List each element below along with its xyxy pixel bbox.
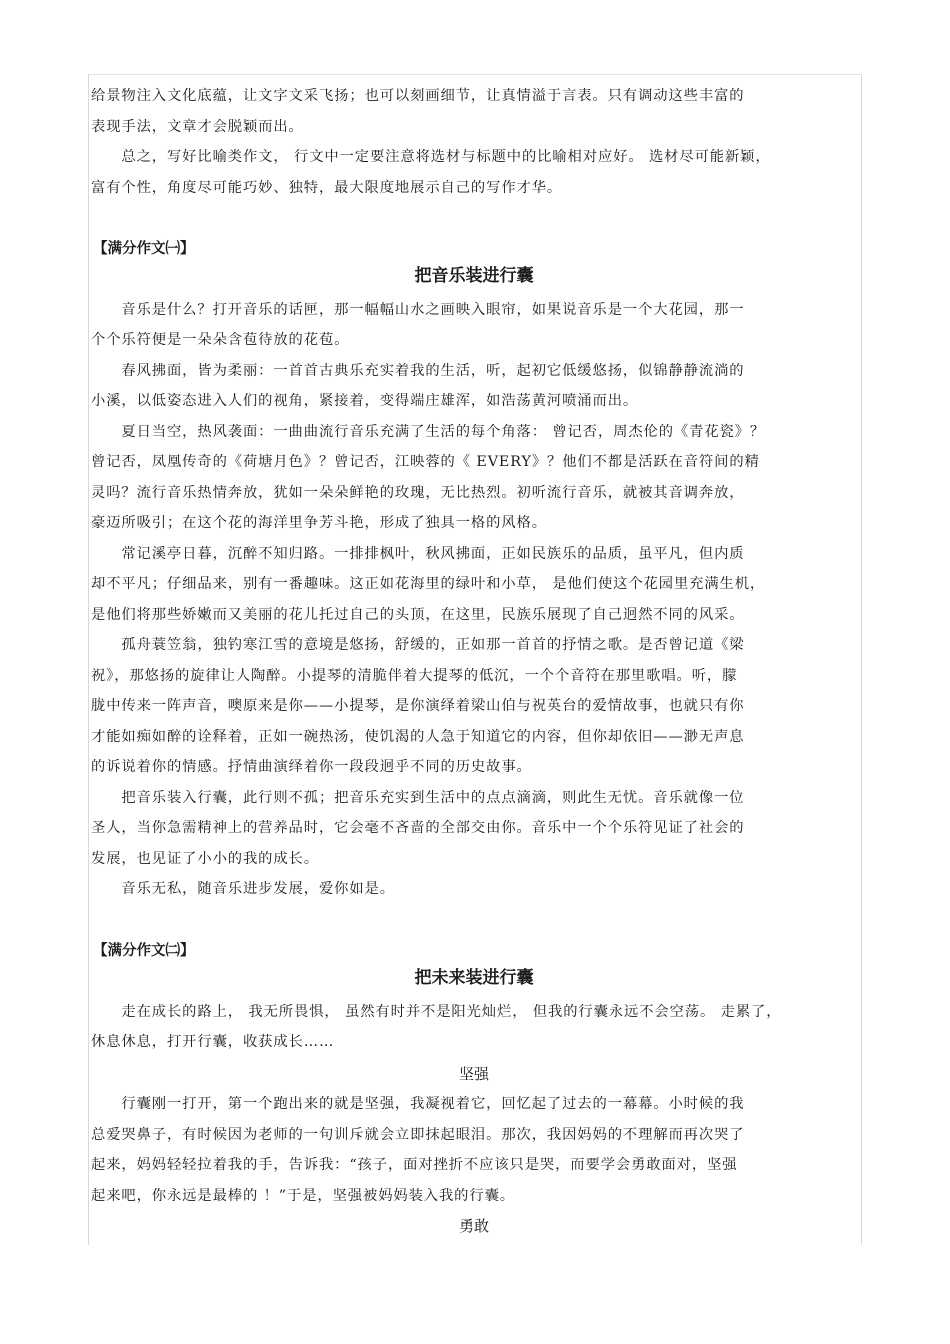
essay2-subheading-strong: 坚强 [458,1065,489,1083]
essay1-line: 小溪，以低姿态进入人们的视角，紧接着，变得端庄雄浑，如浩荡黄河喷涌而出。 [91,393,639,409]
essay1-line: 个个乐符便是一朵朵含苞待放的花苞。 [91,332,350,348]
essay1-line: 夏日当空，热风袭面：一曲曲流行音乐充满了生活的每个角落： 曾记否，周杰伦的《青花瓷》？ [91,424,766,440]
essay1-line: 圣人，当你急需精神上的营养品时，它会毫不吝啬的全部交由你。音乐中一个个乐符见证了社会的 [91,820,745,836]
essay1-title: 把音乐装进行囊 [414,266,534,286]
essay1-line: 春风拂面，皆为柔丽：一首首古典乐充实着我的生活，听，起初它低缓悠扬，似锦静静流淌的 [91,363,745,379]
essay2-intro-line: 走在成长的路上， 我无所畏惧， 虽然有时并不是阳光灿烂， 但我的行囊永远不会空荡。 走累了， [91,1004,782,1020]
essay2-title: 把未来装进行囊 [414,968,534,988]
essay1-line: 豪迈所吸引；在这个花的海洋里争芳斗艳，形成了独具一格的风格。 [91,515,547,531]
essay1-line: 音乐是什么？打开音乐的话匣，那一幅幅山水之画映入眼帘，如果说音乐是一个大花园，那一 [91,302,745,318]
essay2-line: 起来吧，你永远是最棒的 ！”于是，坚强被妈妈装入我的行囊。 [91,1188,515,1204]
essay1-line: 孤舟蓑笠翁，独钓寒江雪的意境是悠扬，舒缓的，正如那一首首的抒情之歌。是否曾记道《梁 [91,637,745,653]
essay1-line: 灵吗？流行音乐热情奔放，犹如一朵朵鲜艳的玫瑰，无比热烈。初听流行音乐，就被其音调奔放， [91,485,745,501]
essay2-line: 起来，妈妈轻轻拉着我的手，告诉我：“孩子，面对挫折不应该只是哭，而要学会勇敢面对，坚强 [91,1157,738,1173]
intro-line: 富有个性，角度尽可能巧妙、独特，最大限度地展示自己的写作才华。 [91,180,563,196]
essay1-line: 却不平凡；仔细品来，别有一番趣味。这正如花海里的绿叶和小草， 是他们使这个花园里充满生机， [91,576,766,592]
essay1-line: 祝》，那悠扬的旋律让人陶醉。小提琴的清脆伴着大提琴的低沉，一个个音符在那里歌唱。听，朦 [91,668,738,684]
intro-line: 总之，写好比喻类作文， 行文中一定要注意将选材与标题中的比喻相对应好。 选材尽可能新颖， [91,149,771,165]
essay1-label: 【满分作文㈠】 [93,241,195,257]
intro-line: 给景物注入文化底蕴，让文字文采飞扬；也可以刻画细节，让真情溢于言表。只有调动这些丰富的 [91,88,745,104]
essay2-subheading-brave: 勇敢 [458,1217,489,1235]
essay1-line: 的诉说着你的情感。抒情曲演绎着你一段段迥乎不同的历史故事。 [91,759,532,775]
intro-line: 表现手法，文章才会脱颖而出。 [91,119,304,135]
essay1-line: 把音乐装入行囊，此行则不孤；把音乐充实到生活中的点点滴滴，则此生无忧。音乐就像一位 [91,790,745,806]
essay2-line: 总爱哭鼻子，有时候因为老师的一句训斥就会立即抹起眼泪。那次，我因妈妈的不理解而再次哭了 [91,1127,745,1143]
essay1-line: 才能如痴如醉的诠释着，正如一碗热汤，使饥渴的人急于知道它的内容，但你却依旧——渺无声息 [91,729,745,745]
essay1-line: 常记溪亭日暮，沉醉不知归路。一排排枫叶，秋风拂面，正如民族乐的品质，虽平凡，但内质 [91,546,745,562]
essay1-line: 曾记否，凤凰传奇的《荷塘月色》？曾记否，江映蓉的《 EVERY》？他们不都是活跃在音符间的精 [91,454,760,470]
essay1-line: 音乐无私，随音乐进步发展，爱你如是。 [91,881,395,897]
essay2-intro-line: 休息休息，打开行囊，收获成长…… [91,1034,335,1050]
essay1-line: 胧中传来一阵声音，噢原来是你——小提琴，是你演绎着梁山伯与祝英台的爱情故事，也就只有你 [91,698,745,714]
essay2-line: 行囊刚一打开，第一个跑出来的就是坚强，我凝视着它，回忆起了过去的一幕幕。小时候的我 [91,1096,745,1112]
essay1-line: 发展，也见证了小小的我的成长。 [91,851,319,867]
essay2-label: 【满分作文㈡】 [93,943,195,959]
essay1-line: 是他们将那些娇嫩而又美丽的花儿托过自己的头顶，在这里，民族乐展现了自己迥然不同的风采。 [91,607,745,623]
